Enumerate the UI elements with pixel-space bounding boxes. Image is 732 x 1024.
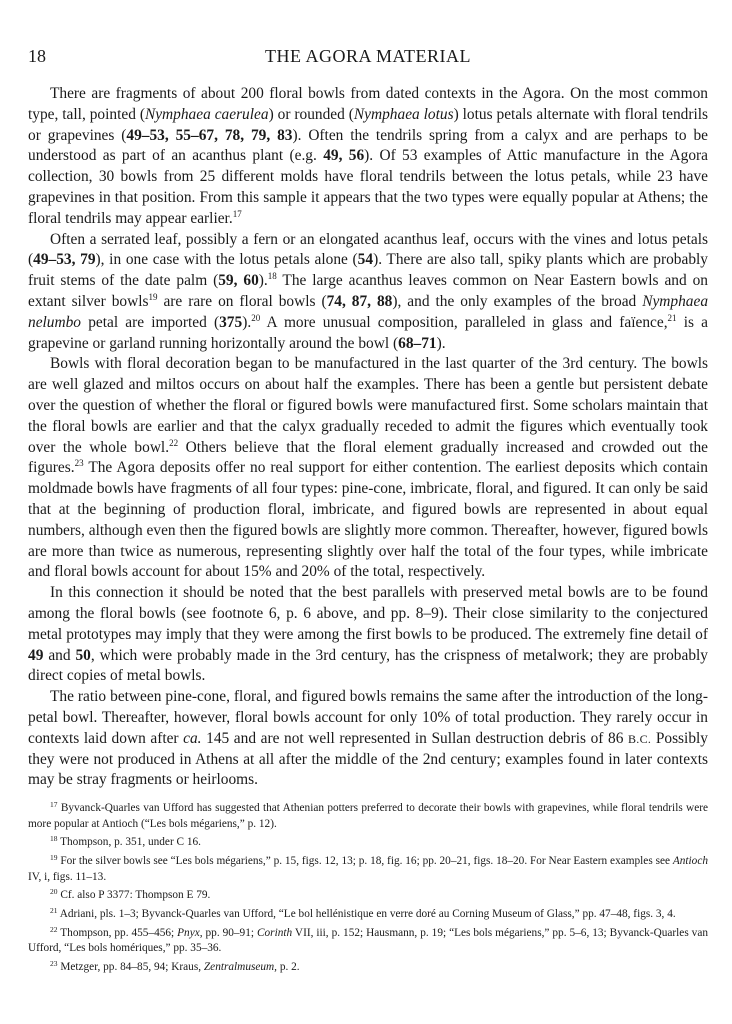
paragraph: The ratio between pine-cone, floral, and figured bowls remains the same after the introduction of the long-petal bowl. Thereafter, however, floral bowls account for only 10% of total production. They rarely occur in contexts laid down after ca. 145 and are not well represented in Sullan destruction debris of 86 B.C. Possibly they were not produced in Athens at all after the middle of the 2nd century; examples found in later contexts may be stray fragments or heirlooms. (28, 688, 708, 789)
page-number: 18 (28, 46, 46, 66)
running-title: THE AGORA MATERIAL (265, 46, 471, 66)
paragraph: There are fragments of about 200 floral bowls from dated contexts in the Agora. On the most common type, tall, pointed (Nymphaea caerulea) or rounded (Nymphaea lotus) lotus petals alternate with floral tendrils or grapevines (49–53, 55–67, 78, 79, 83). Often the tendrils spring from a calyx and are perhaps to be understood as part of an acanthus plant (e.g. 49, 56). Of 53 examples of Attic manufacture in the Agora collection, 30 bowls from 25 different molds have floral tendrils between the lotus petals, while 23 have grapevines in that position. From this sample it appears that the two types were equally popular at Athens; the floral tendrils may appear earlier.$^{17}$ (28, 85, 708, 227)
paragraph: In this connection it should be noted that the best parallels with preserved metal bowls are to be found among the floral bowls (see footnote 6, p. 6 above, and pp. 8–9). Their close similarity to the conjectured metal prototypes may imply that they were among the first bowls to be produced. The extremely fine detail of 49 and 50, which were probably made in the 3rd century, has the crispness of metalwork; they are probably direct copies of metal bowls. (28, 584, 708, 685)
footnote: $^{19}$ For the silver bowls see “Les bols mégariens,” p. 15, figs. 12, 13; p. 18, fig. 16; pp. 20–21, figs. 18–20. For Near Eastern examples see Antioch IV, i, figs. 11–13. (28, 852, 708, 883)
paragraph: Often a serrated leaf, possibly a fern or an elongated acanthus leaf, occurs with the vines and lotus petals (49–53, 79), in one case with the lotus petals alone (54). There are also tall, spiky plants which are probably fruit stems of the date palm (59, 60).$^{18}$ The large acanthus leaves common on Near Eastern bowls and on extant silver bowls$^{19}$ are rare on floral bowls (74, 87, 88), and the only examples of the broad Nymphaea nelumbo petal are imported (375).$^{20}$ A more unusual composition, paralleled in glass and faïence,$^{21}$ is a grapevine or garland running horizontally around the bowl (68–71). (28, 230, 709, 352)
body-text (28, 84, 708, 791)
running-header (28, 46, 708, 70)
footnotes (28, 801, 708, 979)
footnote: $^{20}$ Cf. also P 3377: Thompson E 79. (50, 887, 211, 902)
footnote: $^{23}$ Metzger, pp. 84–85, 94; Kraus, Zentralmuseum, p. 2. (50, 958, 300, 973)
footnote: $^{18}$ Thompson, p. 351, under C 16. (50, 834, 202, 849)
footnote: $^{17}$ Byvanck-Quarles van Ufford has suggested that Athenian potters preferred to decorate their bowls with grapevines, while floral tendrils were more popular at Antioch (“Les bols mégariens,” p. 12). (28, 800, 708, 830)
footnote: $^{21}$ Adriani, pls. 1–3; Byvanck-Quarles van Ufford, “Le bol hellénistique en verre doré au Corning Museum of Glass,” pp. 47–48, figs. 3, 4. (50, 905, 676, 920)
document-page (28, 0, 708, 1024)
footnote: $^{22}$ Thompson, pp. 455–456; Pnyx, pp. 90–91; Corinth VII, iii, p. 152; Hausmann, p. 19; “Les bols mégariens,” pp. 5–6, 13; Byvanck-Quarles van Ufford, “Les bols homériques,” pp. 35–36. (28, 924, 708, 955)
paragraph: Bowls with floral decoration began to be manufactured in the last quarter of the 3rd century. The bowls are well glazed and miltos occurs on about half the examples. There has been a gentle but persistent debate over the question of whether the floral or figured bowls were manufactured first. Some scholars maintain that the floral bowls are earlier and that the calyx gradually receded to admit the figures which eventually took over the whole bowl.$^{22}$ Others believe that the floral element gradually increased and crowded out the figures.$^{23}$ The Agora deposits offer no real support for either contention. The earliest deposits which contain moldmade bowls have fragments of all four types: pine-cone, imbricate, floral, and figured. It can only be said that at the beginning of production floral, imbricate, and figured bowls are represented in about equal numbers, although even then the figured bowls are slightly more common. Thereafter, however, figured bowls are more than twice as numerous, representing slightly over half the total of the four types, while imbricate and floral bowls account for about 15% and 20% of the total, respectively. (28, 355, 709, 581)
